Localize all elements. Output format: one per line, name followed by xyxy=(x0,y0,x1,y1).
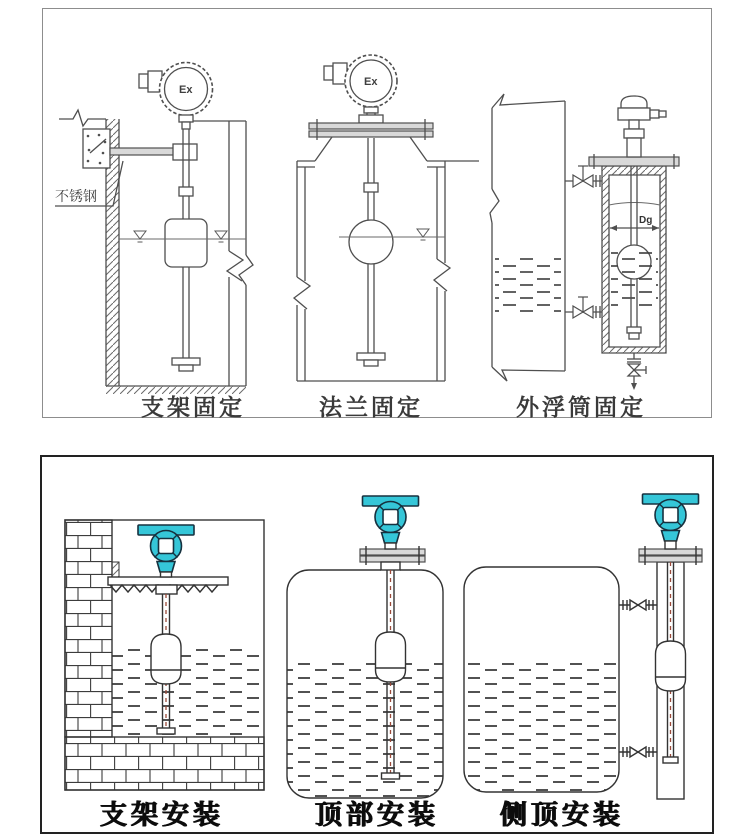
liquid-dashes xyxy=(287,660,443,798)
figure-bracket-fixing xyxy=(55,63,253,395)
figure-flange-fixing xyxy=(294,55,479,381)
installation-methods-drawing xyxy=(42,457,708,828)
fixing-methods-panel xyxy=(42,8,712,418)
lower-isolation-valve xyxy=(565,297,602,318)
transmitter-head-icon xyxy=(139,63,213,130)
caption-bracket-installation: 支架安装 xyxy=(100,800,224,830)
stem-fitting xyxy=(156,585,177,594)
water-level-symbol xyxy=(215,231,227,242)
water-level-symbol xyxy=(417,229,429,240)
wall-notch xyxy=(112,562,119,578)
stem-end-stop xyxy=(663,757,678,763)
flange-nut xyxy=(381,562,400,570)
figure-top-installation xyxy=(287,496,443,798)
tank-left-wall xyxy=(294,161,310,381)
upper-isolation-valve xyxy=(565,166,602,187)
bracket-arm xyxy=(110,148,174,155)
material-label: 不锈钢 xyxy=(55,188,97,204)
transmitter-head-icon xyxy=(643,494,699,541)
caption-external-chamber-fixing: 外浮筒固定 xyxy=(516,394,646,420)
float-icon xyxy=(656,641,686,691)
fixing-methods-drawing xyxy=(43,9,711,417)
water-level-symbol xyxy=(134,231,146,242)
stem-coupling xyxy=(179,187,193,196)
brick-wall xyxy=(65,520,112,737)
ex-mark: Ex xyxy=(364,76,378,88)
transmitter-neck xyxy=(161,572,172,577)
caption-top-installation: 顶部安装 xyxy=(315,800,439,830)
tank-right-wall xyxy=(434,161,450,381)
upper-pipe-valve xyxy=(619,600,657,610)
ex-mark: Ex xyxy=(179,84,193,96)
liquid-dashes xyxy=(495,257,561,312)
lower-pipe-valve xyxy=(619,747,657,757)
figure-side-top-installation xyxy=(464,494,702,799)
brick-floor xyxy=(65,737,264,790)
figure-bracket-installation xyxy=(65,520,264,790)
caption-bracket-fixing: 支架固定 xyxy=(141,394,245,420)
float-icon xyxy=(165,219,207,267)
transmitter-head-icon xyxy=(324,55,397,118)
liquid-dashes xyxy=(112,647,264,737)
anchor-plate xyxy=(83,129,110,168)
stem-coupling xyxy=(364,183,378,192)
drain-valve-icon xyxy=(627,353,646,390)
dg-label: Dg xyxy=(639,215,653,226)
stem-end-stop xyxy=(172,358,200,371)
float-ball-icon xyxy=(349,220,393,264)
float-icon xyxy=(376,632,406,682)
pit-right-wall xyxy=(227,121,253,386)
transmitter-head-icon xyxy=(618,96,666,157)
float-icon xyxy=(151,634,181,684)
stem-end-stop xyxy=(382,773,400,779)
transmitter-head-icon xyxy=(138,525,194,572)
transmitter-head-icon xyxy=(363,496,419,543)
installation-methods-panel xyxy=(40,455,714,834)
liquid-dashes xyxy=(464,660,619,792)
caption-flange-fixing: 法兰固定 xyxy=(319,394,423,420)
stem-clamp xyxy=(173,144,197,160)
stem-end-stop xyxy=(357,353,385,366)
flange-nut xyxy=(359,115,383,123)
mounting-shelf xyxy=(108,577,228,585)
figure-external-chamber-fixing xyxy=(490,94,679,390)
dg-dimension xyxy=(610,215,659,231)
tank-wall-slice xyxy=(490,94,565,381)
liquid-dashes xyxy=(611,249,658,307)
transmitter-neck xyxy=(385,543,396,549)
stem-end-stop xyxy=(157,728,175,734)
transmitter-neck xyxy=(665,541,676,549)
caption-side-top-installation: 侧顶安装 xyxy=(500,800,624,830)
